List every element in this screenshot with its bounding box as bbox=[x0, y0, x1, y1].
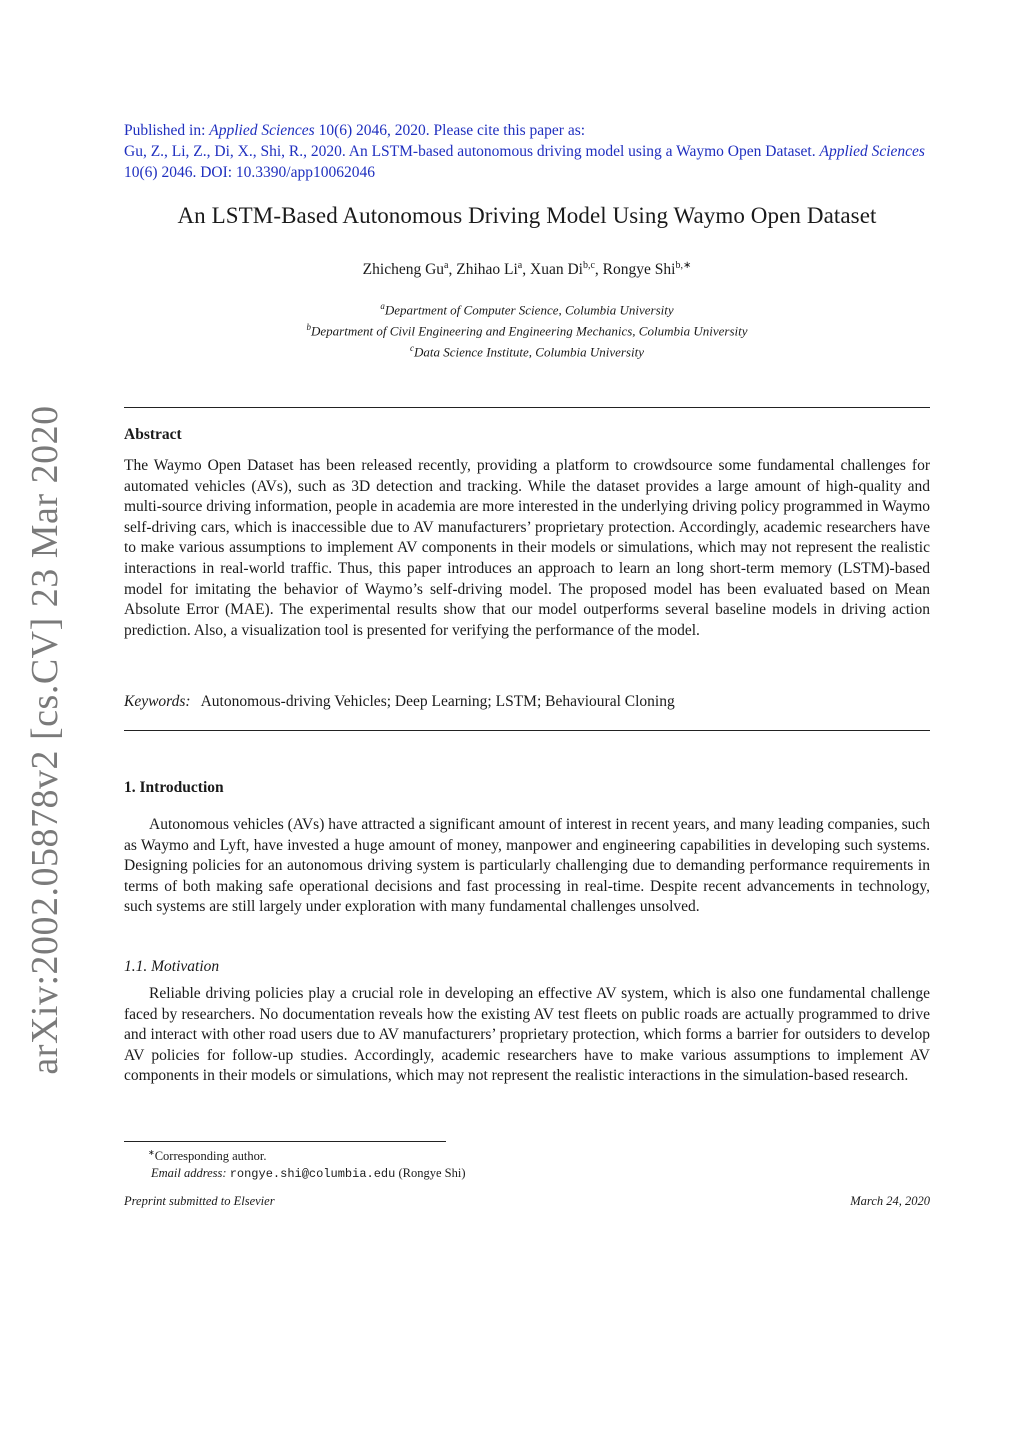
preprint-note: Preprint submitted to Elsevier bbox=[124, 1194, 275, 1208]
footnote-rule bbox=[124, 1141, 446, 1142]
paper-title: An LSTM-Based Autonomous Driving Model Using Waymo Open Dataset bbox=[177, 203, 877, 228]
published-tail: 10(6) 2046, 2020. Please cite this paper as: bbox=[314, 122, 586, 139]
abstract-bottom-rule bbox=[124, 730, 930, 731]
footnote bbox=[124, 1145, 930, 1182]
affiliations bbox=[124, 298, 930, 360]
footnote-email: Email address: rongye.shi@columbia.edu (Rongye Shi) bbox=[151, 1165, 466, 1181]
abstract-heading: Abstract bbox=[124, 426, 182, 443]
publication-note bbox=[124, 120, 930, 183]
preprint-date: March 24, 2020 bbox=[850, 1194, 930, 1208]
arxiv-stamp: arXiv:2002.05878v2 [cs.CV] 23 Mar 2020 bbox=[24, 405, 66, 1075]
abstract-text: The Waymo Open Dataset has been released recently, providing a platform to crowdsource some fundamental challenges for automated vehicles (AVs), such as 3D detection and tracking. While the dataset provides a large amount of high-quality and multi-source driving information, people in academia are more interested in the underlying driving policy programmed in Waymo self-driving cars, which is inaccessible due to AV manufacturers’ proprietary protection. Accordingly, academic researchers have to make various assumptions to implement AV components in their models or simulations, which may not represent the realistic interactions in real-world traffic. Thus, this paper introduces an approach to learn an long short-term memory (LSTM)-based model for imitating the behavior of Waymo’s self-driving model. The proposed model has been evaluated based on Mean Absolute Error (MAE). The experimental results show that our model outperforms several baseline models in driving action prediction. Also, a visualization tool is presented for verifying the performance of the model. bbox=[124, 457, 930, 639]
author: Rongye Shi$^{b,∗}$ bbox=[602, 260, 692, 279]
journal-name-2: Applied Sciences bbox=[819, 143, 925, 160]
citation-tail: 10(6) 2046. DOI: 10.3390/app10062046 bbox=[124, 164, 375, 181]
published-label: Published in: bbox=[124, 122, 210, 139]
author-list bbox=[124, 260, 930, 279]
keywords-label: Keywords: bbox=[124, 693, 191, 710]
affiliation: $^a$Department of Computer Science, Columbia University bbox=[380, 301, 674, 318]
journal-name: Applied Sciences bbox=[209, 122, 315, 139]
affiliation: $^c$Data Science Institute, Columbia University bbox=[410, 342, 644, 359]
keywords-text: Autonomous-driving Vehicles; Deep Learning; LSTM; Behavioural Cloning bbox=[200, 693, 675, 710]
affiliation: $^b$Department of Civil Engineering and Engineering Mechanics, Columbia University bbox=[306, 321, 748, 339]
citation-line: Gu, Z., Li, Z., Di, X., Shi, R., 2020. An LSTM-based autonomous driving model using a Waymo Open Dataset. bbox=[124, 143, 820, 160]
abstract-top-rule bbox=[124, 407, 930, 408]
footnote-corresponding: ∗Corresponding author. bbox=[148, 1148, 267, 1164]
author: Zhicheng Gu$^a$, bbox=[362, 260, 457, 279]
motivation-paragraph: Reliable driving policies play a crucial role in developing an effective AV system, which is also one fundamental challenge faced by researchers. No documentation reveals how the existing AV test fleets on public roads are actually programmed to drive and interact with other road users due to AV manufacturers’ proprietary protection, which forms a barrier for outsiders to develop AV policies for follow-up studies. Accordingly, academic researchers have to make various assumptions to implement AV components in their models or simulations, which may not represent the realistic interactions in the simulation-based research. bbox=[124, 985, 930, 1085]
author: Xuan Di$^{b,c}$, bbox=[530, 260, 603, 279]
email-link[interactable]: rongye.shi@columbia.edu bbox=[229, 1166, 396, 1181]
section-heading: 1. Introduction bbox=[124, 779, 224, 796]
intro-paragraph: Autonomous vehicles (AVs) have attracted a significant amount of interest in recent years, and many leading companies, such as Waymo and Lyft, have invested a huge amount of money, manpower and engineering capabilities in developing such systems. Designing policies for an autonomous driving system is particularly challenging due to demanding performance requirements in terms of both making safe operational decisions and fast processing in real-time. Despite recent advancements in technology, such systems are still largely under exploration with many fundamental challenges unsolved. bbox=[124, 816, 930, 916]
keywords bbox=[124, 693, 930, 711]
subsection-heading: 1.1. Motivation bbox=[124, 958, 220, 975]
author: Zhihao Li$^a$, bbox=[456, 260, 530, 279]
